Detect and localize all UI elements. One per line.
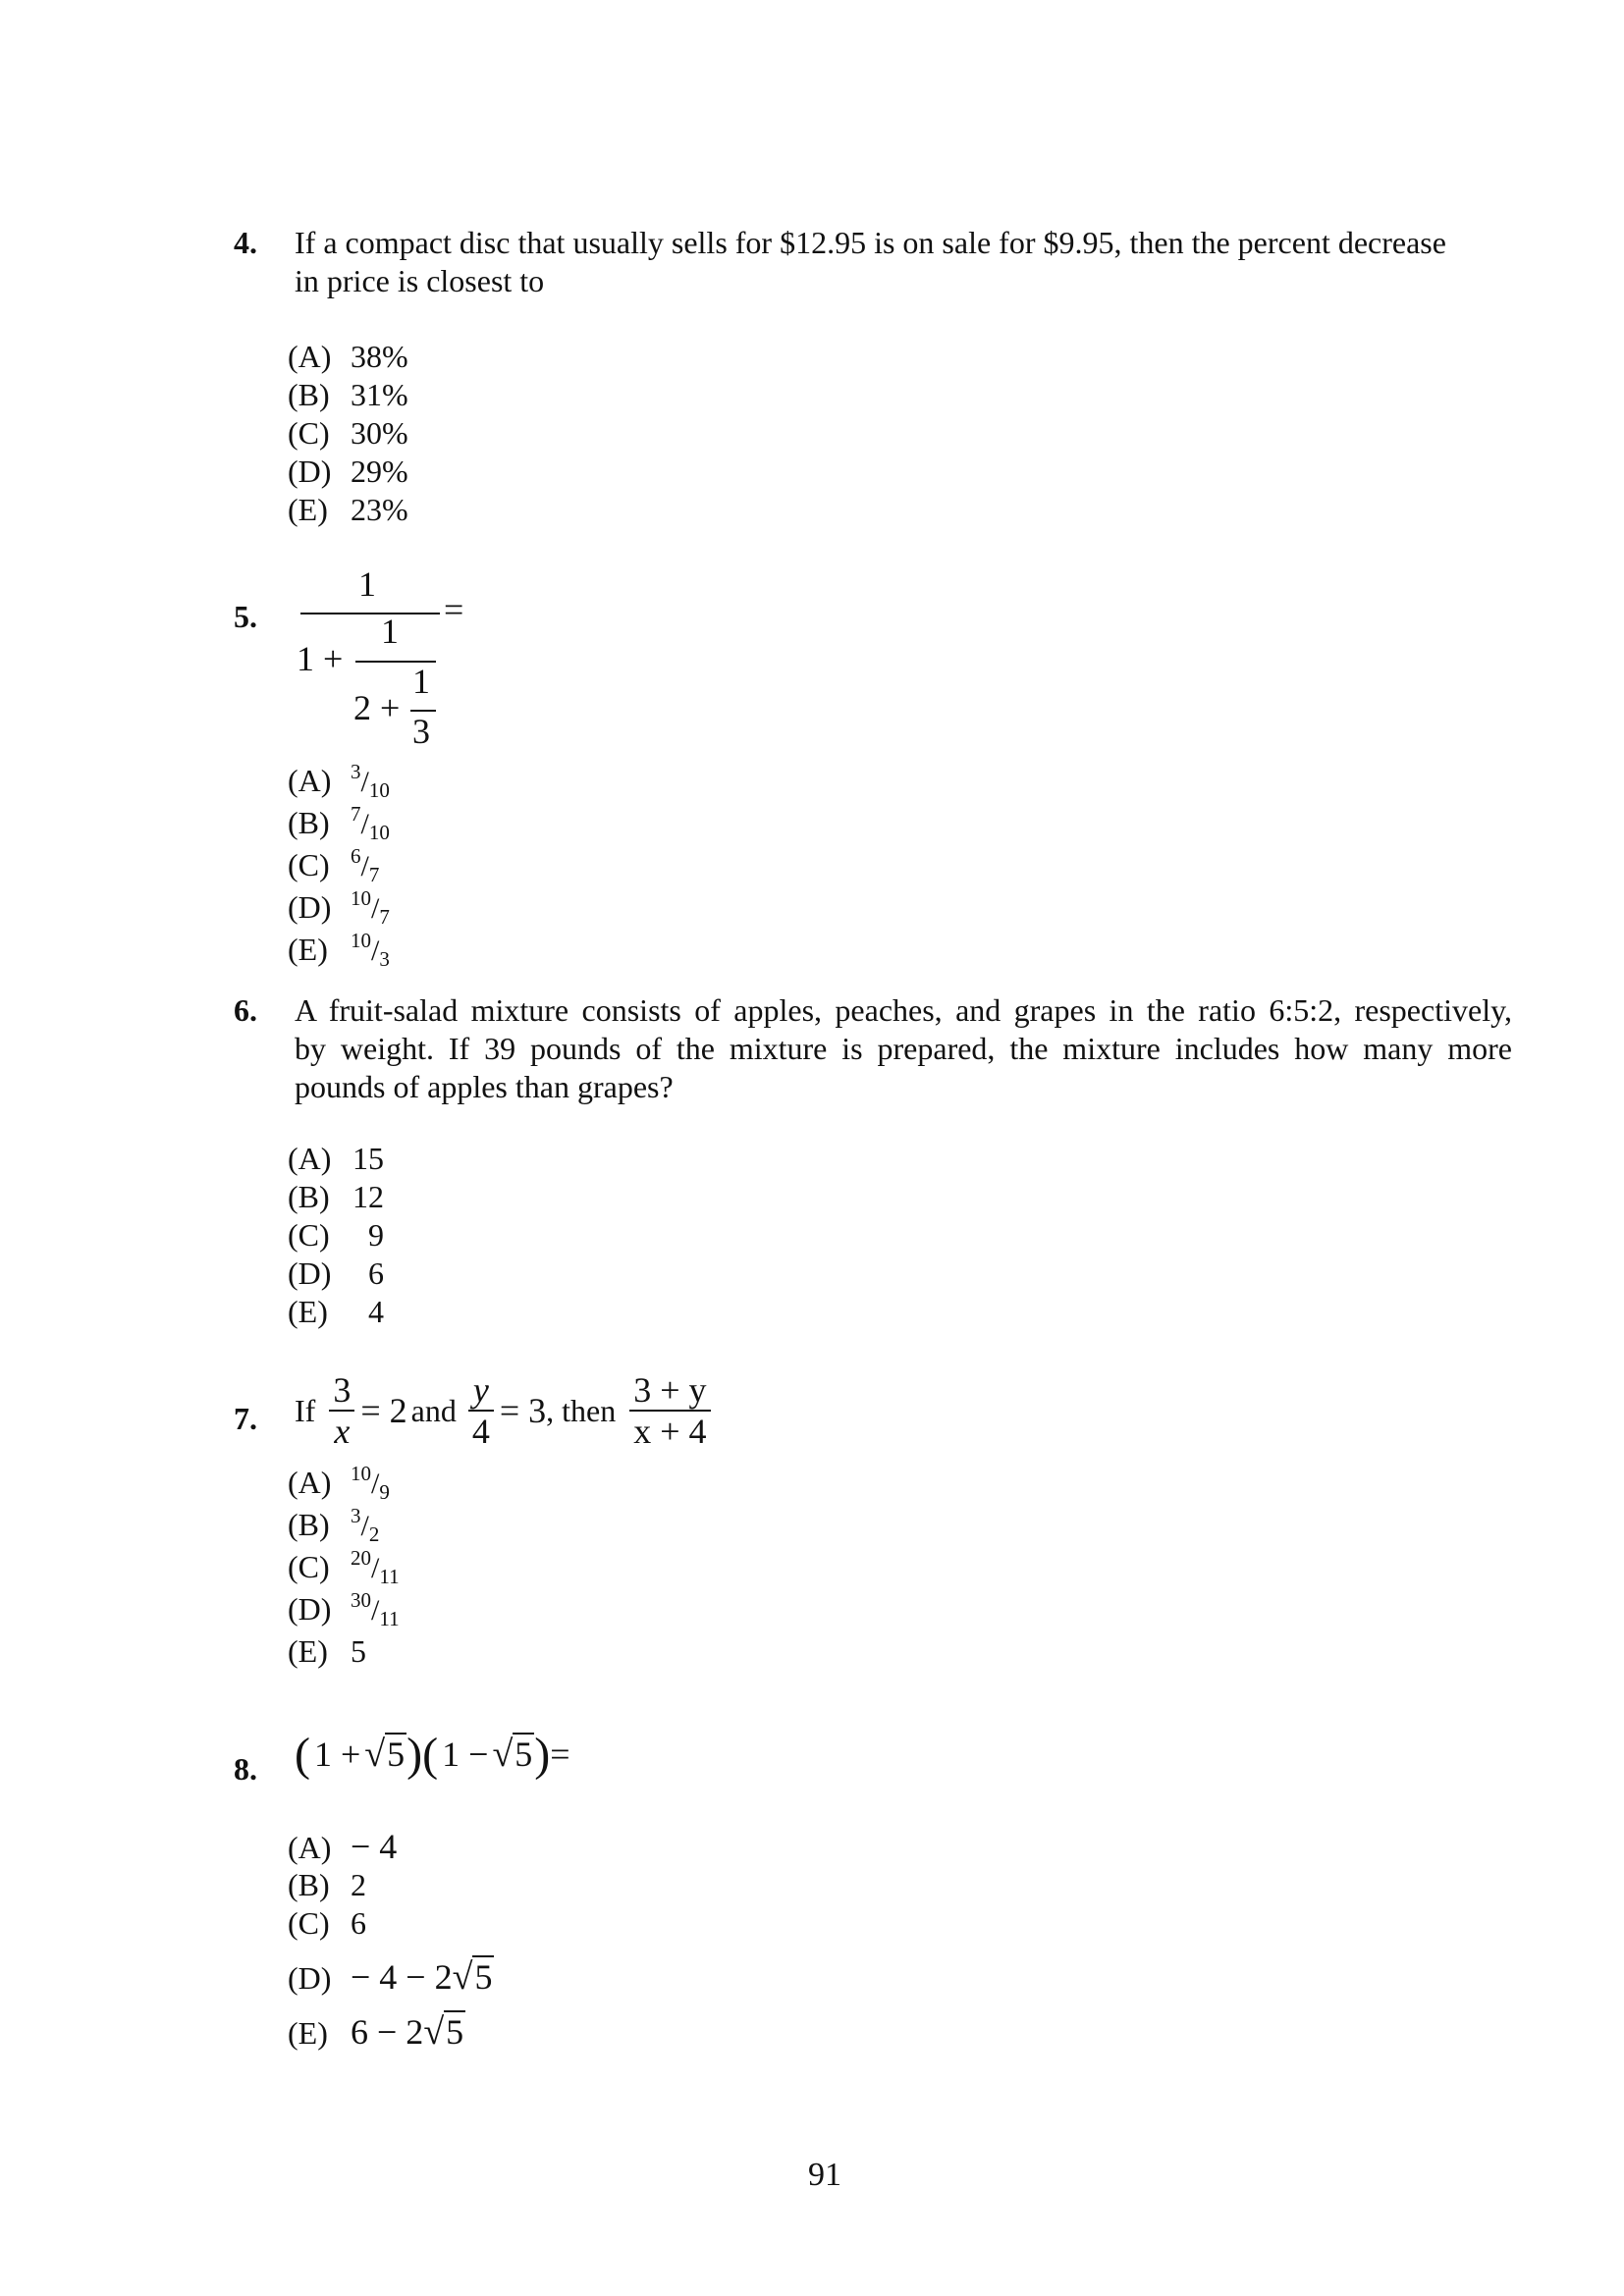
option-label: (B): [288, 805, 330, 840]
middle-parens: )(: [406, 1729, 439, 1781]
radicand: 5: [387, 1735, 406, 1774]
option-label: (A): [288, 1830, 332, 1865]
question-7-option-d[interactable]: [288, 1590, 400, 1632]
option-label: (D): [288, 1255, 332, 1291]
question-6-stem-line-3: pounds of apples than grapes?: [295, 1069, 674, 1104]
option-label: (E): [288, 492, 328, 527]
option-text: 15: [352, 1141, 384, 1176]
slash: /: [371, 1594, 380, 1627]
sqrt-five: [492, 1735, 534, 1774]
question-4-stem-line-2: in price is closest to: [295, 263, 545, 298]
question-8-option-a[interactable]: [288, 1828, 494, 1866]
question-4-options: [288, 338, 408, 529]
inner-numerator: 1: [412, 662, 430, 701]
option-denominator: 9: [379, 1480, 390, 1504]
slash: /: [371, 892, 380, 925]
one-plus: 1 +: [313, 1735, 361, 1774]
question-5-option-b[interactable]: [288, 804, 390, 846]
option-numerator: 10: [351, 1462, 371, 1485]
one-plus: 1 +: [297, 639, 344, 678]
question-4-option-d[interactable]: [288, 453, 408, 491]
question-7-option-a[interactable]: [288, 1464, 400, 1506]
option-text: 31%: [351, 377, 408, 412]
radicand: 5: [446, 2012, 464, 2052]
option-denominator: 7: [368, 863, 380, 886]
fraction-3-plus-y-over-x-plus-4: [629, 1370, 710, 1451]
option-numerator: 6: [351, 844, 361, 868]
question-6-option-e[interactable]: [288, 1293, 384, 1331]
option-label: (A): [288, 339, 332, 374]
question-7-option-c[interactable]: [288, 1548, 400, 1590]
slash: /: [371, 1552, 380, 1584]
option-label: (A): [288, 763, 332, 798]
option-label: (D): [288, 889, 332, 925]
option-numerator: 20: [351, 1546, 371, 1570]
option-text: 6: [368, 1255, 384, 1291]
equals-three: = 3: [499, 1390, 547, 1430]
question-5-option-d[interactable]: [288, 888, 390, 931]
option-numerator: 3: [351, 1504, 361, 1527]
question-6-options: [288, 1140, 384, 1331]
and-word: and: [410, 1392, 457, 1428]
question-6-stem-line-2: by weight. If 39 pounds of the mixture is prepared, the mixture includes how many more: [295, 1031, 1512, 1066]
close-paren: ): [534, 1729, 551, 1781]
option-label: (E): [288, 1633, 328, 1669]
question-7-option-b[interactable]: [288, 1506, 400, 1548]
option-label: (D): [288, 1960, 332, 1996]
option-denominator: 10: [368, 778, 390, 802]
fraction-numerator: 3: [333, 1370, 352, 1410]
fraction-3-over-x: [329, 1370, 354, 1451]
question-4-stem-line-1: If a compact disc that usually sells for $12.95 is on sale for $9.95, then the percent decrease: [295, 225, 1446, 260]
question-7-number: 7.: [234, 1401, 257, 1436]
option-text: 29%: [351, 454, 408, 489]
equals-sign: =: [444, 590, 464, 629]
question-4-option-e[interactable]: [288, 491, 408, 529]
option-label: (B): [288, 1507, 330, 1542]
radical-sign: √: [364, 1734, 386, 1775]
option-label: (E): [288, 2015, 328, 2051]
question-5-option-a[interactable]: [288, 762, 390, 804]
option-text: 9: [368, 1217, 384, 1253]
radical-sign: √: [423, 2011, 445, 2053]
question-4-option-b[interactable]: [288, 376, 408, 414]
question-8-option-b[interactable]: [288, 1866, 494, 1904]
option-numerator: 3: [351, 760, 361, 783]
option-label: (C): [288, 847, 330, 882]
option-numerator: 7: [351, 802, 361, 826]
radicand: 5: [474, 1957, 493, 1997]
sqrt-five: [453, 1958, 495, 1997]
question-5-option-e[interactable]: [288, 931, 390, 973]
option-label: (C): [288, 415, 330, 451]
option-label: (E): [288, 932, 328, 967]
fraction-numerator: 3 + y: [633, 1370, 707, 1410]
option-label: (C): [288, 1217, 330, 1253]
option-text: 2: [351, 1867, 366, 1902]
option-label: (A): [288, 1141, 332, 1176]
option-text: 12: [352, 1179, 384, 1214]
question-5-option-c[interactable]: [288, 846, 390, 888]
question-8-options: [288, 1828, 494, 2055]
middle-numerator: 1: [381, 612, 399, 651]
option-label: (D): [288, 454, 332, 489]
option-label: (B): [288, 1179, 330, 1214]
then-word: , then: [546, 1392, 617, 1428]
option-label: (C): [288, 1549, 330, 1584]
option-label: (B): [288, 1867, 330, 1902]
question-6-option-c[interactable]: [288, 1216, 384, 1255]
option-denominator: 2: [368, 1522, 380, 1546]
open-paren: (: [295, 1729, 310, 1781]
question-7-options: [288, 1464, 400, 1671]
option-text: 30%: [351, 415, 408, 451]
option-label: (C): [288, 1905, 330, 1941]
radical-sign: √: [452, 1956, 473, 1998]
question-4-number: 4.: [234, 225, 257, 260]
fraction-y-over-4: [468, 1370, 494, 1451]
slash: /: [360, 850, 369, 882]
question-6-option-a[interactable]: [288, 1140, 384, 1178]
question-8-number: 8.: [234, 1751, 257, 1787]
fraction-denominator: 4: [471, 1412, 490, 1451]
question-8-option-e[interactable]: [288, 2013, 494, 2055]
question-7-stem: [295, 1370, 711, 1451]
question-6-option-b[interactable]: [288, 1178, 384, 1216]
question-8-expression: [295, 1729, 570, 1781]
fraction-numerator: y: [472, 1370, 489, 1410]
question-8-option-c[interactable]: [288, 1904, 494, 1943]
radicand: 5: [514, 1735, 533, 1774]
question-6-stem-line-1: A fruit-salad mixture consists of apples, peaches, and grapes in the ratio 6:5:2, respectively,: [295, 992, 1512, 1028]
option-text: 6: [351, 1905, 366, 1941]
option-numerator: 30: [351, 1588, 371, 1612]
option-text: 38%: [351, 339, 408, 374]
option-label: (E): [288, 1294, 328, 1329]
question-6-stem: [295, 991, 1512, 1106]
option-text: 23%: [351, 492, 408, 527]
option-text: − 4 − 2: [351, 1957, 453, 1997]
slash: /: [360, 1510, 369, 1542]
inner-denominator: 3: [412, 712, 430, 751]
option-denominator: 10: [368, 821, 390, 844]
equals-two: = 2: [360, 1390, 407, 1430]
option-text: − 4: [351, 1827, 398, 1866]
page-number: 91: [808, 2157, 841, 2193]
question-4-option-c[interactable]: [288, 414, 408, 453]
outer-numerator: 1: [358, 564, 376, 604]
question-8-option-d[interactable]: [288, 1958, 494, 2000]
question-4-stem: [295, 224, 1512, 300]
option-numerator: 10: [351, 929, 371, 952]
if-word: If: [295, 1392, 316, 1428]
question-5-options: [288, 762, 390, 973]
option-label: (A): [288, 1465, 332, 1500]
question-5-number: 5.: [234, 599, 257, 634]
question-6-number: 6.: [234, 992, 257, 1028]
slash: /: [360, 766, 369, 798]
option-numerator: 10: [351, 886, 371, 910]
question-5-expression: [297, 564, 483, 756]
option-text: 6 − 2: [351, 2012, 424, 2052]
slash: /: [371, 934, 380, 967]
fraction-denominator: x + 4: [633, 1412, 707, 1451]
option-text: 4: [368, 1294, 384, 1329]
slash: /: [371, 1468, 380, 1500]
option-denominator: 11: [379, 1565, 400, 1588]
sqrt-five: [423, 2013, 465, 2052]
question-4-option-a[interactable]: [288, 338, 408, 376]
two-plus: 2 +: [353, 688, 401, 727]
radical-sign: √: [492, 1734, 514, 1775]
option-label: (B): [288, 377, 330, 412]
one-minus: 1 −: [442, 1735, 489, 1774]
option-text: 5: [351, 1633, 366, 1669]
option-denominator: 3: [379, 947, 390, 971]
fraction-denominator: x: [334, 1412, 351, 1451]
option-label: (D): [288, 1591, 332, 1627]
option-denominator: 11: [379, 1607, 400, 1630]
outer-fraction-bar: [300, 613, 440, 614]
equals-sign: =: [550, 1735, 570, 1774]
sqrt-five: [364, 1735, 406, 1774]
question-7-option-e[interactable]: [288, 1632, 400, 1671]
question-6-option-d[interactable]: [288, 1255, 384, 1293]
option-denominator: 7: [379, 905, 390, 929]
slash: /: [360, 808, 369, 840]
